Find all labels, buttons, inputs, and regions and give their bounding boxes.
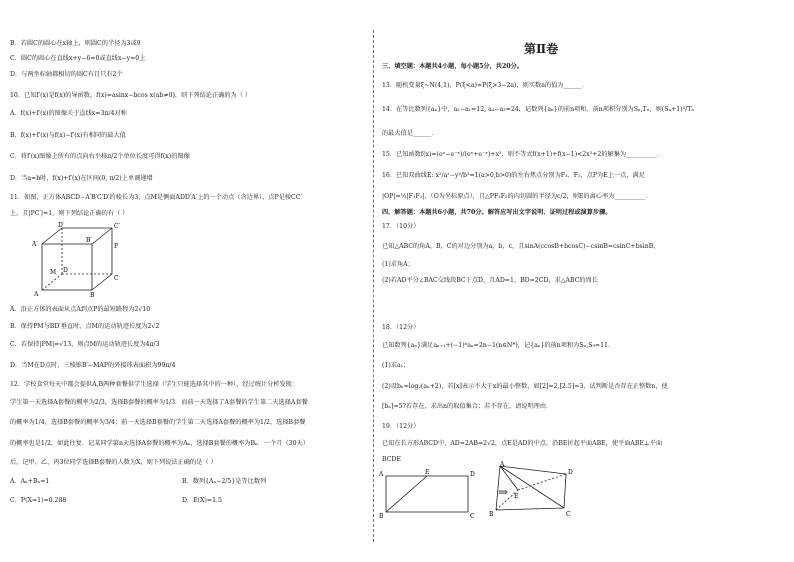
q11-option-b: B．保持PM与BD′垂直时，点M的运动轨迹长度为2√2: [10, 323, 160, 330]
q12-line1: 12．学校食堂每天中都会提供A,B两种套餐供学生选择（学生只能选择其中的一种），经过统计分析发现：: [10, 381, 299, 388]
q11-option-c: C．若保持|PM|=√13，则点M的运动轨迹长度为4π/3: [10, 341, 160, 348]
fig-label-p: P: [114, 243, 119, 250]
section-title: 第Ⅱ卷: [524, 42, 559, 56]
q14-line1: 14．在等比数列{aₙ}中，a₂−a₁=12, a₄−a₃=24，记数列{aₙ}的前n项和、前n项积分别为Sₙ,Tₙ，则(Sₙ+1)³/Tₙ: [382, 106, 695, 113]
q10-option-b: B．f(x)+f′(x)与f(x)−f′(x)有相同的最大值: [10, 132, 126, 139]
fold-label-b: B: [489, 511, 494, 518]
q15: 15．已知函数f(x)=(eˣ−e⁻ˣ)/(eˣ+e⁻ˣ)+x³，则不等式f(x+1)+f(x−1)<2x²+2的解集为__________．: [382, 151, 664, 158]
fig-label-m: M: [50, 269, 57, 276]
q18-line4: [bₙ]=5?若存在，求出n的取值集合；若不存在，请说明理由．: [382, 403, 553, 410]
fig-label-b: B: [90, 292, 95, 298]
q12-line4: 的概率也是1/2，如此往复．记某同学第n天选择A套餐的概率为Aₙ，选择B套餐的概率为Bₙ．一个月（30天）: [10, 440, 309, 447]
q12-line3: 的概率为1/4，选择B套餐的概率为3/4；前一天选择B套餐的学生第二天选择A套餐的概率为1/2，选择B套餐: [10, 419, 306, 426]
q9-option-d: D．与两坐标轴都相切的圆C有且只有2个: [10, 71, 123, 78]
part3-heading: 三、填空题：本题共4小题，每小题5分，共20分。: [382, 63, 523, 70]
q10-option-a: A．f(x)+f′(x)的图像关于直线x=3π/4对称: [10, 110, 127, 117]
fig-label-d: D: [63, 267, 68, 274]
fig-label-b1: B′: [86, 237, 92, 244]
q11-option-a: A．沿正方体的表面从点A到点P的最短路程为2√10: [10, 306, 151, 313]
q19-score: 19．（12分）: [382, 423, 420, 430]
fold-arrow-icon: ⇒: [498, 485, 509, 499]
q19-line2: BCDE: [382, 456, 401, 463]
rect-label-b: B: [379, 513, 384, 520]
fig-label-c: C: [114, 275, 119, 282]
q19-line1: 已知在长方形ABCD中，AD=2AB=2√2，点E是AD的中点，沿BE折起平面ABE，使平面ABE⊥平面: [382, 440, 663, 447]
q16-line1: 16．已知双曲线E: x²/a²−y²/b²=1(a>0,b>0)的左右焦点分别为F₁、F₂，点P为E上一点，满足: [382, 172, 645, 179]
q9-option-c: C．圆C的圆心在直线x+y−6=0或直线x−y=0上: [10, 55, 146, 62]
q10-stem: 10．已知f′(x)是f(x)的导函数，f(x)=asinx−bcos x(ab≠0)，则下列结论正确的为（ ）: [10, 92, 252, 99]
fig-label-a1: A′: [32, 241, 38, 248]
q18-score: 18．（12分）: [382, 324, 420, 331]
folded-figure: [488, 460, 578, 522]
q11-stem-line2: 上，且|PC′|=1，则下列结论正确的有（ ）: [10, 210, 129, 217]
column-divider: [373, 30, 374, 542]
fig-label-c1: C′: [114, 223, 120, 230]
q12-option-a: A．Aₙ+Bₙ=1: [10, 478, 50, 485]
fold-label-c: C: [566, 511, 571, 518]
q18-line2: (1)求a₁；: [382, 362, 410, 369]
q18-line1: 已知数列{aₙ}满足aₙ₊₁+(−1)ⁿaₙ=2n−1(n∈N*)，记{aₙ}的前n项和为Sₙ,S₉=11．: [382, 342, 615, 349]
right-column: [378, 0, 794, 562]
q17-line1: 已知△ABC的角A，B，C的对边分别为a，b，c，且sinA(ccosB+bcosC)−csinB=csinC+bsinB，: [382, 243, 660, 250]
q17-line3: (2)若AD平分∠BAC交线段BC于点D，且AD=1，BD=2CD，求△ABC的周长: [382, 277, 598, 284]
q12-line5: 后，记甲、乙、丙3位同学选择B套餐的人数为X，则下列说法正确的是（ ）: [10, 459, 217, 466]
q11-stem-line1: 11．如图，正方体ABCD−A′B′C′D′的棱长为3，点M是侧面ADD′A′上的一个动点（含边界），点P是棱CC′: [10, 194, 302, 201]
q12-line2: 学生第一天选择A套餐的概率为2/3，选择B套餐的概率为1/3．而前一天选择了A套餐的学生第二天选择A套餐: [10, 399, 308, 406]
q10-option-c: C．将f′(x)图像上所有的点向右平移π/2个单位长度可得f(x)的图像: [10, 153, 190, 160]
fold-label-a: A: [500, 461, 505, 468]
left-column: [0, 0, 372, 562]
q10-option-d: D．当a=b时，f(x)+f′(x)在区间(0, π/2)上单调递增: [10, 175, 153, 182]
q9-option-b: B．若圆C的圆心在x轴上，则圆C的半径为3或9: [10, 40, 141, 47]
q11-option-d: D．当M在D点时，三棱锥B′−MAP的外接球表面积为99π/4: [10, 362, 176, 369]
q16-line2: |OP|=½|F₁F₂|，（O为坐标原点），且△PF₁F₂的内切圆的半径为c/2，则E的离心率为__________．: [382, 193, 652, 200]
rect-label-e: E: [425, 469, 430, 476]
rect-label-c: C: [470, 513, 475, 520]
fig-label-a: A: [34, 291, 39, 298]
rect-label-d: D: [470, 471, 475, 478]
q12-option-b: B．数列{Aₙ−2/5}是等比数列: [182, 478, 267, 485]
fold-label-e: E: [514, 493, 519, 500]
rectangle-figure: [378, 466, 478, 520]
q12-option-d: D．E(X)=1.5: [182, 497, 222, 504]
fold-label-d: D: [568, 469, 573, 476]
part4-heading: 四、解答题：本题共6小题，共70分。解答应写出文字说明、证明过程或演算步骤。: [382, 209, 612, 216]
q17-line2: (1)求角A；: [382, 261, 414, 268]
q18-line3: (2)设bₙ=log₂(aₙ+2)，若[x]表示不大于x的最小整数，如[2]=2,[2.5]=3，试判断是否存在正整数n，使: [382, 383, 668, 390]
q12-option-c: C．P(X=1)=0.288: [10, 497, 67, 504]
cube-figure: [30, 222, 130, 298]
rect-label-a: A: [379, 471, 384, 478]
q17-score: 17．（10分）: [382, 223, 420, 230]
fig-label-d1: D′: [58, 222, 65, 229]
q14-line2: 的最大值是______．: [382, 130, 438, 137]
q13: 13．随机变量ξ~N(4,1)，P(ξ<a)=P(ξ>3−2a)，则实数a的值为______．: [382, 82, 589, 89]
